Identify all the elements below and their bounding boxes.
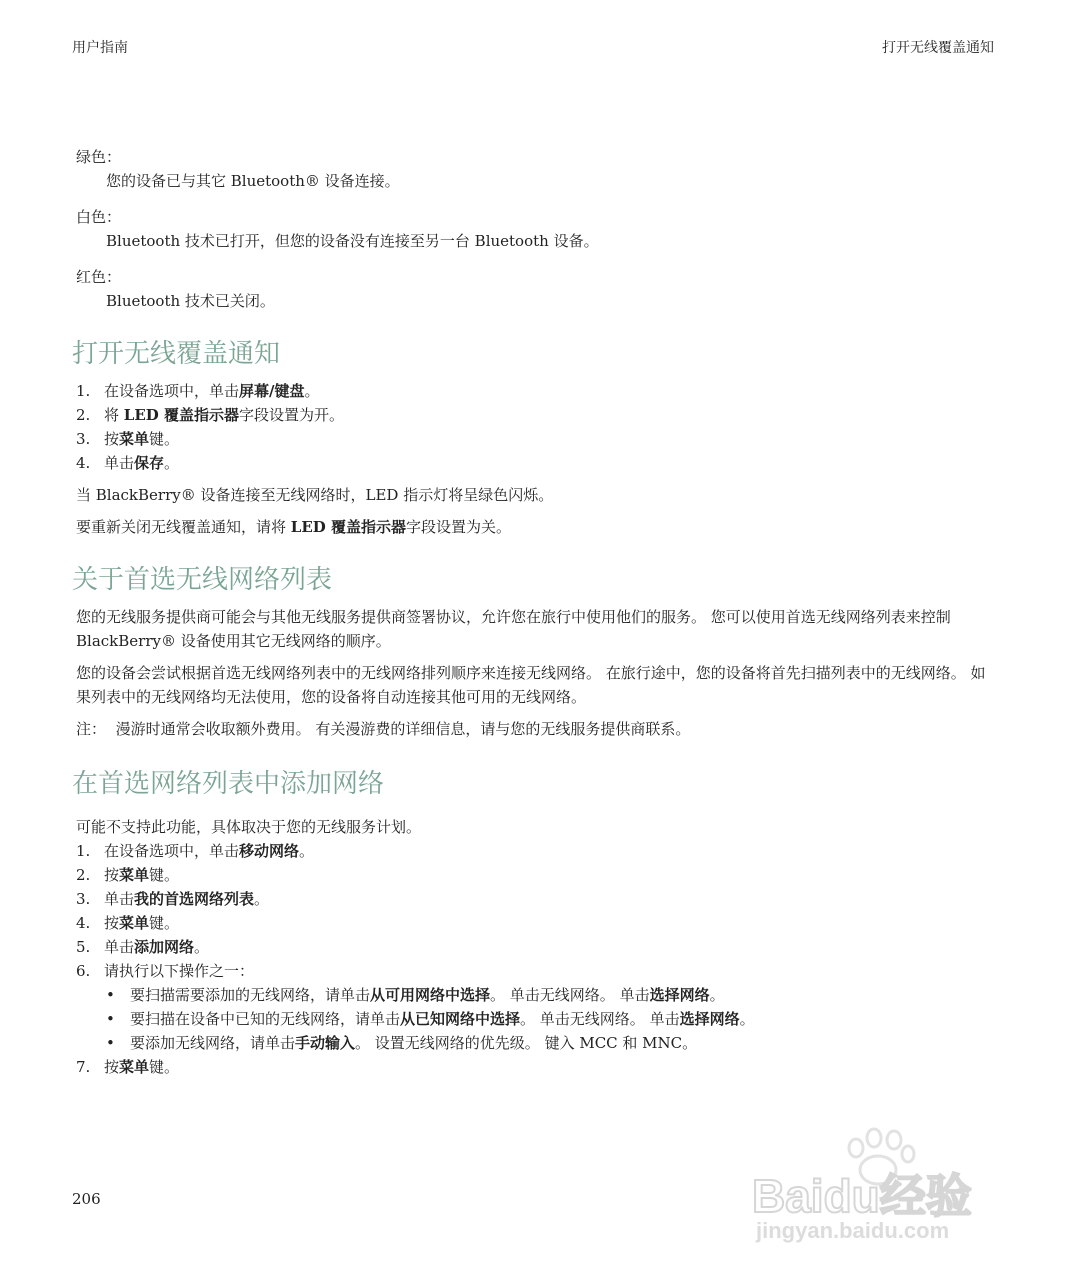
baidu-watermark-logo bbox=[750, 1120, 1000, 1245]
list-item: 7. 按菜单键。 bbox=[76, 1058, 180, 1076]
bullet-item: • 要添加无线网络，请单击手动输入。 设置无线网络的优先级。 键入 MCC 和 MNC。 bbox=[106, 1031, 996, 1055]
section-title-coverage: 打开无线覆盖通知 bbox=[72, 339, 281, 369]
page-number: 206 bbox=[72, 1190, 101, 1208]
preferred-para-1: 您的无线服务提供商可能会与其他无线服务提供商签署协议，允许您在旅行中使用他们的服务。 您可以使用首选无线网络列表来控制 BlackBerry® 设备使用其它无线网络的顺序。 bbox=[76, 608, 951, 650]
list-item: 6. 请执行以下操作之一： bbox=[76, 962, 255, 980]
add-network-final-step bbox=[76, 1055, 996, 1079]
header-right: 打开无线覆盖通知 bbox=[882, 40, 994, 56]
note bbox=[76, 717, 996, 741]
led-term-white: 白色： bbox=[76, 208, 122, 226]
list-item: 3. 单击我的首选网络列表。 bbox=[76, 890, 270, 908]
svg-text:jingyan.baidu.com: jingyan.baidu.com bbox=[756, 1218, 950, 1243]
list-item: 4. 单击保存。 bbox=[76, 454, 180, 472]
preferred-para-2: 您的设备会尝试根据首选无线网络列表中的无线网络排列顺序来连接无线网络。 在旅行途中，您的设备将首先扫描列表中的无线网络。 如果列表中的无线网络均无法使用，您的设备将自动连接其他可用的无线网络。 bbox=[76, 664, 986, 706]
option-bullets bbox=[76, 983, 996, 1055]
note-text: 漫游时通常会收取额外费用。 有关漫游费的详细信息，请与您的无线服务提供商联系。 bbox=[115, 720, 691, 738]
svg-text:Baidu经验: Baidu经验 bbox=[752, 1170, 972, 1222]
page-content bbox=[72, 145, 996, 1079]
coverage-para-1: 当 BlackBerry® 设备连接至无线网络时，LED 指示灯将呈绿色闪烁。 bbox=[76, 486, 554, 504]
list-item: 5. 单击添加网络。 bbox=[76, 938, 210, 956]
coverage-steps bbox=[76, 379, 996, 475]
list-item: 4. 按菜单键。 bbox=[76, 914, 180, 932]
add-network-intro: 可能不支持此功能，具体取决于您的无线服务计划。 bbox=[76, 818, 422, 836]
list-item: 1. 在设备选项中，单击屏幕/键盘。 bbox=[76, 382, 320, 400]
list-item: 1. 在设备选项中，单击移动网络。 bbox=[76, 842, 315, 860]
led-desc-green: 您的设备已与其它 Bluetooth® 设备连接。 bbox=[106, 172, 400, 190]
bullet-icon: • bbox=[106, 986, 115, 1004]
list-item: 3. 按菜单键。 bbox=[76, 430, 180, 448]
bullet-item: • 要扫描在设备中已知的无线网络，请单击从已知网络中选择。 单击无线网络。 单击选择网络。 bbox=[106, 1007, 996, 1031]
section-title-preferred-list: 关于首选无线网络列表 bbox=[72, 565, 333, 595]
coverage-para-2: 要重新关闭无线覆盖通知，请将 LED 覆盖指示器字段设置为关。 bbox=[76, 518, 512, 536]
list-item: 2. 按菜单键。 bbox=[76, 866, 180, 884]
list-item: 2. 将 LED 覆盖指示器字段设置为开。 bbox=[76, 406, 345, 424]
note-label: 注： bbox=[76, 720, 107, 738]
bullet-icon: • bbox=[106, 1034, 115, 1052]
section-title-add-network: 在首选网络列表中添加网络 bbox=[72, 769, 385, 799]
led-term-red: 红色： bbox=[76, 268, 122, 286]
led-desc-red: Bluetooth 技术已关闭。 bbox=[106, 292, 275, 310]
bullet-icon: • bbox=[106, 1010, 115, 1028]
led-term-green: 绿色： bbox=[76, 148, 122, 166]
header-left: 用户指南 bbox=[72, 40, 128, 56]
add-network-steps bbox=[76, 839, 996, 983]
led-desc-white: Bluetooth 技术已打开，但您的设备没有连接至另一台 Bluetooth 设备。 bbox=[106, 232, 599, 250]
bullet-item: • 要扫描需要添加的无线网络，请单击从可用网络中选择。 单击无线网络。 单击选择网络。 bbox=[106, 983, 996, 1007]
